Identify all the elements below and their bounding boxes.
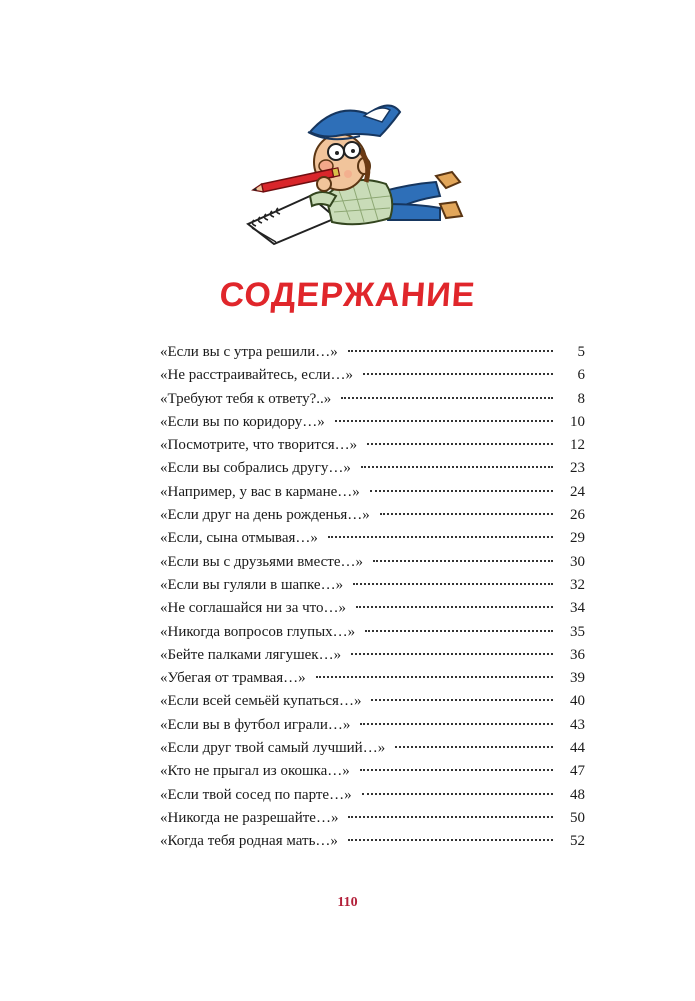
toc-entry[interactable]: [160, 807, 585, 830]
dot-leader: [348, 350, 553, 352]
toc-entry[interactable]: [160, 481, 585, 504]
toc-entry-title: «Если вы гуляли в шапке…»: [160, 576, 344, 593]
dot-leader: [361, 466, 553, 468]
toc-entry-page: 30: [570, 553, 585, 570]
toc-entry[interactable]: [160, 341, 585, 364]
toc-entry-title: «Например, у вас в кармане…»: [160, 483, 360, 500]
toc-entry-page: 24: [570, 483, 585, 500]
toc-entry-page: 36: [570, 646, 585, 663]
toc-entry[interactable]: [160, 457, 585, 480]
toc-entry-page: 6: [577, 367, 585, 384]
dot-leader: [348, 816, 553, 818]
dot-leader: [316, 676, 553, 678]
toc-entry-title: «Никогда не разрешайте…»: [160, 809, 339, 826]
toc-entry[interactable]: [160, 830, 585, 853]
toc-entry-page: 12: [570, 437, 585, 454]
page-title: СОДЕРЖАНИЕ: [218, 276, 477, 314]
toc-entry-title: «Не расстраивайтесь, если…»: [160, 367, 353, 384]
toc-entry[interactable]: [160, 574, 585, 597]
dot-leader: [373, 560, 553, 562]
toc-entry[interactable]: [160, 527, 585, 550]
toc-entry[interactable]: [160, 597, 585, 620]
toc-entry-page: 50: [570, 809, 585, 826]
toc-entry[interactable]: [160, 737, 585, 760]
dot-leader: [335, 420, 553, 422]
boy-writing-icon: [240, 92, 470, 252]
toc-entry-page: 26: [570, 507, 585, 524]
toc-entry-page: 23: [570, 460, 585, 477]
dot-leader: [362, 793, 553, 795]
toc-entry-title: «Не соглашайся ни за что…»: [160, 600, 347, 617]
dot-leader: [395, 746, 553, 748]
toc-entry-page: 40: [570, 693, 585, 710]
toc-entry[interactable]: [160, 411, 585, 434]
toc-entry[interactable]: [160, 690, 585, 713]
dot-leader: [367, 443, 553, 445]
toc-entry[interactable]: [160, 621, 585, 644]
toc-entry-page: 47: [570, 763, 585, 780]
toc-entry-title: «Если вы с утра решили…»: [160, 344, 338, 360]
toc-entry-page: 39: [570, 670, 585, 687]
dot-leader: [341, 397, 553, 399]
dot-leader: [370, 490, 553, 492]
toc-entry-page: 44: [570, 740, 585, 757]
toc-entry-title: «Если всей семьёй купаться…»: [160, 693, 362, 710]
toc-entry[interactable]: [160, 784, 585, 807]
toc-entry-title: «Если вы с друзьями вместе…»: [160, 553, 363, 570]
dot-leader: [363, 373, 553, 375]
toc-entry-title: «Если вы в футбол играли…»: [160, 716, 351, 733]
toc-entry-page: 43: [570, 716, 585, 733]
toc-entry-page: 34: [570, 600, 585, 617]
dot-leader: [348, 839, 553, 841]
toc-entry[interactable]: [160, 388, 585, 411]
dot-leader: [380, 513, 553, 515]
toc-entry[interactable]: [160, 667, 585, 690]
toc-entry-title: «Если вы по коридору…»: [160, 413, 325, 430]
toc-entry-title: «Требуют тебя к ответу?..»: [160, 390, 332, 407]
toc-entry-title: «Посмотрите, что творится…»: [160, 437, 358, 454]
toc-entry-title: «Кто не прыгал из окошка…»: [160, 763, 350, 780]
dot-leader: [365, 630, 553, 632]
toc-entry[interactable]: [160, 434, 585, 457]
toc-entry[interactable]: [160, 364, 585, 387]
toc-entry-page: 8: [577, 390, 585, 407]
toc-entry-title: «Когда тебя родная мать…»: [160, 833, 338, 850]
toc-entry-page: 5: [577, 344, 585, 360]
toc-entry-title: «Если друг на день рожденья…»: [160, 507, 370, 524]
toc-entry-title: «Убегая от трамвая…»: [160, 670, 306, 687]
toc-entry-page: 10: [570, 413, 585, 430]
dot-leader: [356, 606, 553, 608]
toc-entry[interactable]: [160, 551, 585, 574]
toc-entry-page: 35: [570, 623, 585, 640]
toc-entry[interactable]: [160, 714, 585, 737]
toc-entry[interactable]: [160, 760, 585, 783]
dot-leader: [360, 769, 553, 771]
dot-leader: [360, 723, 553, 725]
toc-entry[interactable]: [160, 644, 585, 667]
toc-entry-page: 32: [570, 576, 585, 593]
toc-entry-page: 48: [570, 786, 585, 803]
toc-entry-page: 52: [570, 833, 585, 850]
page-number: 110: [337, 895, 358, 910]
dot-leader: [371, 699, 553, 701]
toc-entry-title: «Если вы собрались другу…»: [160, 460, 351, 477]
dot-leader: [351, 653, 553, 655]
toc-entry-title: «Если, сына отмывая…»: [160, 530, 318, 547]
toc-entry-title: «Никогда вопросов глупых…»: [160, 623, 356, 640]
dot-leader: [328, 536, 553, 538]
toc-entry[interactable]: [160, 504, 585, 527]
toc-entry-page: 29: [570, 530, 585, 547]
toc-entry-title: «Если друг твой самый лучший…»: [160, 740, 386, 757]
table-of-contents: [160, 341, 585, 854]
toc-entry-title: «Если твой сосед по парте…»: [160, 786, 352, 803]
toc-entry-title: «Бейте палками лягушек…»: [160, 646, 342, 663]
dot-leader: [353, 583, 553, 585]
